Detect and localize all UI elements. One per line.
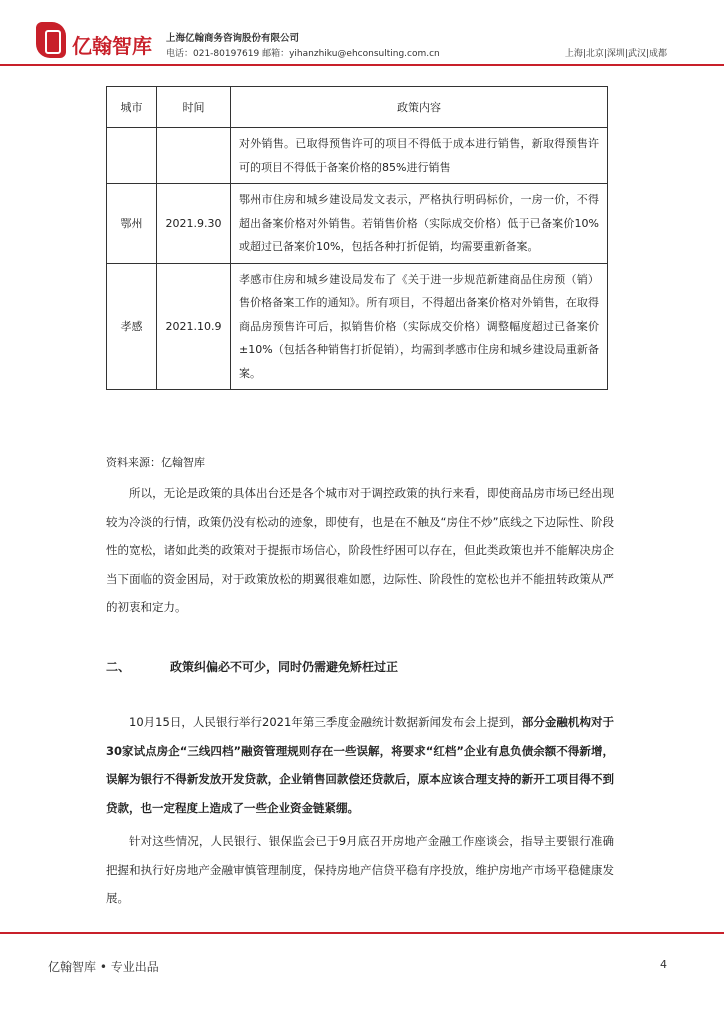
cell-city: 孝感 — [107, 263, 157, 390]
cell-date: 2021.9.30 — [157, 184, 231, 264]
footer-label: 亿翰智库 • 专业出品 — [48, 960, 159, 974]
header-content: 政策内容 — [231, 87, 608, 128]
cell-date: 2021.10.9 — [157, 263, 231, 390]
office-cities: 上海|北京|深圳|武汉|成都 — [564, 49, 667, 59]
brand-name: 亿翰智库 — [72, 34, 152, 58]
section-heading — [106, 658, 398, 675]
policy-table — [106, 86, 608, 390]
page-number: 4 — [660, 958, 667, 971]
body-paragraph — [106, 708, 614, 822]
cell-content: 孝感市住房和城乡建设局发布了《关于进一步规范新建商品住房预（销）售价格备案工作的通知》。所有项目，不得超出备案价格对外销售，在取得商品房预售许可后，拟销售价格（实际成交价格）调整幅度超过已备案价±10%（包括各种销售打折促销），均需到孝感市住房和城乡建设局重新备案。 — [231, 263, 608, 390]
footer-rule — [0, 932, 724, 934]
paragraph-normal-text: 10月15日，人民银行举行2021年第三季度金融统计数据新闻发布会上提到， — [129, 715, 522, 729]
body-paragraph: 针对这些情况，人民银行、银保监会已于9月底召开房地产金融工作座谈会，指导主要银行准确把握和执行好房地产金融审慎管理制度，保持房地产信贷平稳有序投放，维护房地产市场平稳健康发展。 — [106, 834, 614, 905]
section-number: 二、 — [106, 660, 131, 674]
header-city: 城市 — [107, 87, 157, 128]
header-date: 时间 — [157, 87, 231, 128]
cell-content: 对外销售。已取得预售许可的项目不得低于成本进行销售，新取得预售许可的项目不得低于备案价格的85%进行销售 — [231, 128, 608, 184]
body-paragraph: 所以，无论是政策的具体出台还是各个城市对于调控政策的执行来看，即使商品房市场已经出现较为冷淡的行情，政策仍没有松动的迹象，即使有，也是在不触及“房住不炒”底线之下边际性、阶段性的宽松，诸如此类的政策对于提振市场信心，阶段性纾困可以存在，但此类政策也并不能解决房企当下面临的资金困局，对于政策放松的期翼很难如愿，边际性、阶段性的宽松也并不能扭转政策从严的初衷和定力。 — [106, 486, 614, 614]
section-title: 政策纠偏必不可少，同时仍需避免矫枉过正 — [170, 660, 399, 674]
table-source: 资料来源：亿翰智库 — [106, 456, 205, 469]
contact-info: 电话：021-80197619 邮箱：yihanzhiku@ehconsulting.com.cn — [166, 49, 440, 59]
table-row — [107, 128, 608, 184]
cell-city: 鄂州 — [107, 184, 157, 264]
header-rule — [0, 64, 724, 66]
company-name: 上海亿翰商务咨询股份有限公司 — [166, 33, 300, 44]
table-row — [107, 184, 608, 264]
cell-date — [157, 128, 231, 184]
cell-city — [107, 128, 157, 184]
table-row — [107, 263, 608, 390]
paragraph-bold-text: 部分金融机构对于30家试点房企“三线四档”融资管理规则存在一些误解，将要求“红档”企业有息负债余额不得新增，误解为银行不得新发放开发贷款，企业销售回款偿还贷款后，原本应该合理支持的新开工项目得不到贷款，也一定程度上造成了一些企业资金链紧绷。 — [106, 715, 615, 815]
table-header-row — [107, 87, 608, 128]
company-logo — [36, 22, 66, 58]
cell-content: 鄂州市住房和城乡建设局发文表示，严格执行明码标价，一房一价，不得超出备案价格对外销售。若销售价格（实际成交价格）低于已备案价10%或超过已备案价10%，包括各种打折促销，均需要重新备案。 — [231, 184, 608, 264]
